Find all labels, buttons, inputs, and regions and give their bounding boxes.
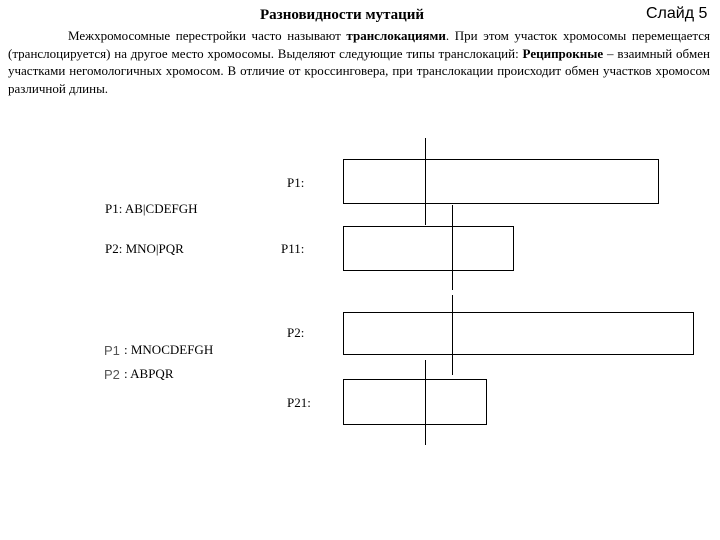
diagram-label-p2: P2:	[287, 325, 305, 340]
diagram-label-p11: P11:	[281, 241, 305, 256]
term-translocations: транслокациями	[346, 28, 446, 43]
slide-number: Слайд 5	[646, 5, 708, 22]
intro-text-1: Межхромосомные перестройки часто называют	[68, 28, 347, 43]
result-p2-text: : ABPQR	[124, 366, 174, 381]
chromosome-p11-bar	[344, 227, 514, 271]
diagram-label-p21: P21:	[287, 395, 311, 410]
chromosome-p2-sequence: P2: MNO|PQR	[105, 241, 184, 256]
chromosome-p21-bar	[344, 380, 487, 425]
intro-text-3: – взаимный обмен участками негомологичных хромосом. В отличие от кроссинговера, при транслокации происходит обмен участков хромосом различной длины.	[8, 45, 710, 96]
term-reciprocal: Реципрокные	[522, 45, 604, 61]
result-p2-prefix: P2	[104, 367, 120, 382]
result-p1-text: : MNOCDEFGH	[124, 342, 214, 357]
page-title: Разновидности мутаций	[260, 7, 425, 23]
result-p1-prefix: P1	[104, 343, 120, 358]
chromosome-p1-bar	[344, 160, 659, 204]
chromosome-p1-sequence: P1: AB|CDEFGH	[105, 201, 198, 216]
diagram-label-p1: P1:	[287, 175, 305, 190]
chromosome-p2-bar	[344, 313, 694, 355]
intro-text-2: . При этом участок хромосомы перемещается (транслоцируется) на другое место хромосомы. Выделяют следующие типы транслокаций:	[8, 28, 710, 61]
